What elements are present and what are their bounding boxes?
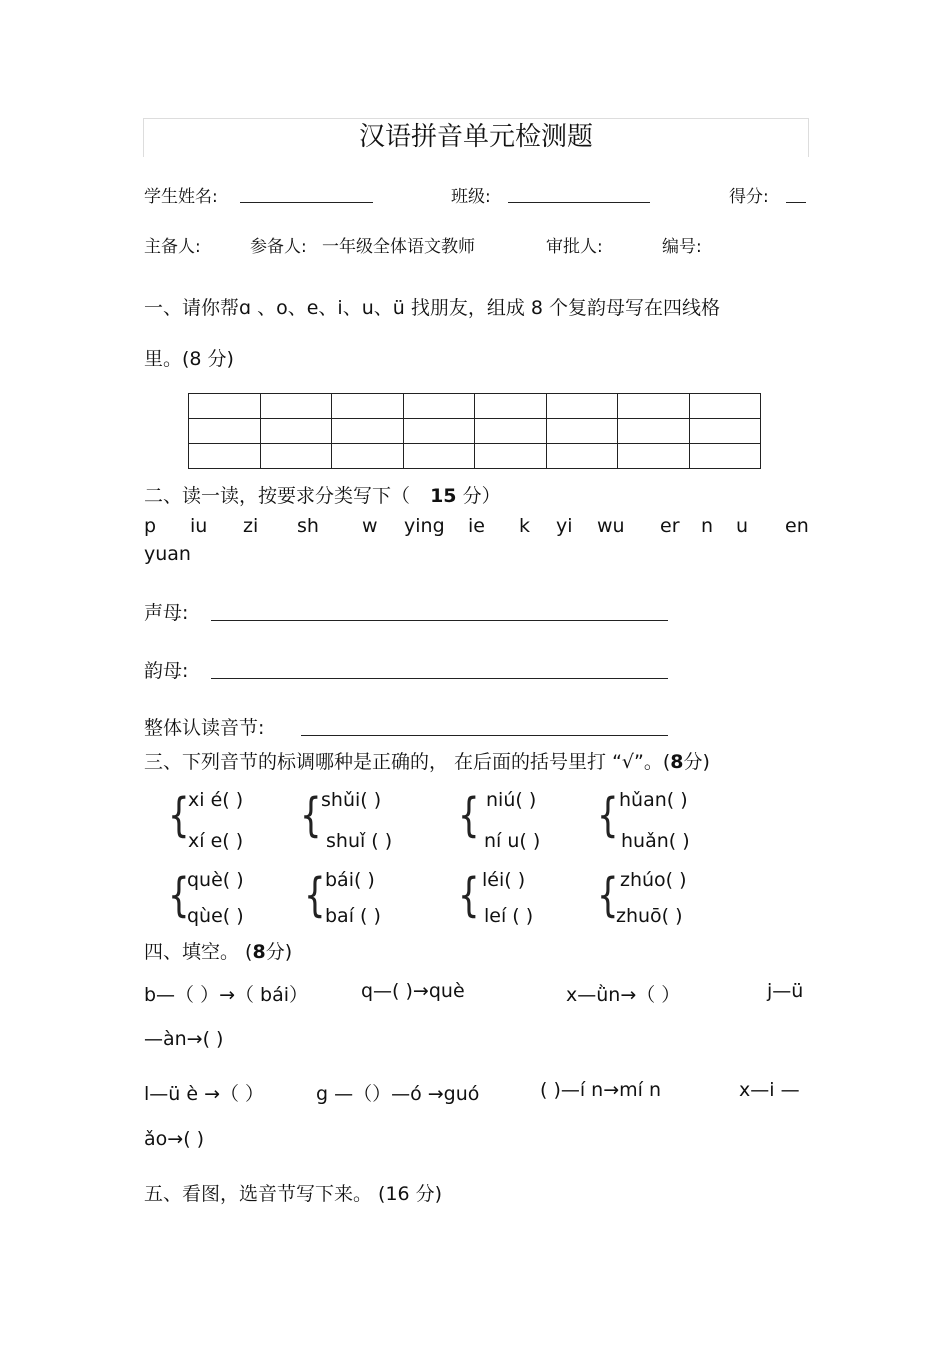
- syllable: yuan: [144, 543, 191, 565]
- tone-option[interactable]: qùe( ): [187, 905, 244, 927]
- class-label: 班级:: [451, 187, 491, 207]
- syllable: u: [736, 515, 749, 537]
- syllable: k: [519, 515, 531, 537]
- syllable: ying: [404, 515, 445, 537]
- brace-icon: {: [304, 868, 326, 923]
- brace-icon: {: [597, 788, 619, 843]
- q4-heading-prefix: 四、填空。 (: [144, 941, 253, 963]
- syllable: w: [362, 515, 378, 537]
- tone-option[interactable]: ní u( ): [484, 830, 541, 852]
- fill-item[interactable]: ( )—í n→mí n: [540, 1079, 662, 1101]
- q2-heading-suffix: 分）: [462, 485, 501, 507]
- tone-option[interactable]: léi( ): [482, 869, 526, 891]
- score-field[interactable]: [786, 186, 806, 203]
- finals-label: 韵母:: [144, 660, 189, 682]
- tone-option[interactable]: zhuō( ): [616, 905, 683, 927]
- brace-icon: {: [300, 788, 322, 843]
- q4-heading-score: 8: [252, 941, 266, 963]
- q2-heading-prefix: 二、读一读，按要求分类写下（: [144, 485, 411, 507]
- syllable: yi: [556, 515, 573, 537]
- syllable: en: [785, 515, 809, 537]
- q1-line1: 一、请你帮ɑ 、o、e、i、u、ü 找朋友，组成 8 个复韵母写在四线格: [144, 297, 720, 319]
- student-name-label: 学生姓名:: [144, 187, 218, 207]
- grid-row: [189, 444, 761, 469]
- tone-option[interactable]: què( ): [187, 869, 244, 891]
- tone-option[interactable]: huǎn( ): [621, 830, 690, 852]
- q1-line2: 里。(8 分): [144, 348, 234, 370]
- participants-label: 参备人:: [250, 237, 307, 257]
- syllable: iu: [190, 515, 208, 537]
- syllable: ie: [468, 515, 485, 537]
- participants-value: 一年级全体语文教师: [322, 237, 475, 257]
- q3-heading-prefix: 三、下列音节的标调哪种是正确的， 在后面的括号里打 “√”。(: [144, 751, 671, 773]
- tone-option[interactable]: hǔan( ): [619, 789, 688, 811]
- tone-option[interactable]: bái( ): [325, 869, 375, 891]
- brace-icon: {: [168, 868, 190, 923]
- fill-item[interactable]: x—i —: [739, 1079, 800, 1101]
- approver-label: 审批人:: [546, 237, 603, 257]
- syllable: wu: [597, 515, 625, 537]
- fill-item[interactable]: q—( )→què: [361, 980, 465, 1002]
- q3-heading-suffix: 分): [683, 751, 710, 773]
- number-label: 编号:: [662, 237, 702, 257]
- fill-item[interactable]: l—ü è →（ ）: [144, 1083, 265, 1105]
- whole-syllables-answer-line[interactable]: [301, 719, 668, 736]
- tone-option[interactable]: niú( ): [486, 789, 537, 811]
- tone-option[interactable]: xí e( ): [188, 830, 244, 852]
- syllable: zi: [243, 515, 259, 537]
- syllable: p: [144, 515, 157, 537]
- syllable: er: [660, 515, 680, 537]
- tone-option[interactable]: shǔi( ): [321, 789, 382, 811]
- tone-option[interactable]: leí ( ): [484, 905, 534, 927]
- q3-heading-score: 8: [670, 751, 684, 773]
- initials-answer-line[interactable]: [211, 604, 668, 621]
- syllable: sh: [297, 515, 319, 537]
- q2-heading: [144, 481, 501, 508]
- q2-heading-score: 15: [430, 485, 457, 507]
- score-label: 得分:: [729, 187, 769, 207]
- tone-option[interactable]: shuǐ ( ): [326, 830, 393, 852]
- q4-heading-suffix: 分): [265, 941, 293, 963]
- brace-icon: {: [458, 868, 480, 923]
- fill-item[interactable]: j—ü: [767, 980, 804, 1002]
- tone-option[interactable]: xi é( ): [188, 789, 244, 811]
- whole-syllables-label: 整体认读音节:: [144, 717, 265, 739]
- student-name-field[interactable]: [240, 186, 373, 203]
- q4-heading: [144, 937, 292, 964]
- fill-item[interactable]: b—（ ）→（ bái）: [144, 984, 309, 1006]
- q5-heading: 五、看图，选音节写下来。 (16 分): [144, 1183, 443, 1205]
- finals-answer-line[interactable]: [211, 662, 668, 679]
- grid-row: [189, 419, 761, 444]
- preparer-label: 主备人:: [144, 237, 201, 257]
- fill-item[interactable]: —àn→( ): [144, 1028, 224, 1050]
- fill-item[interactable]: x—ǜn→（ ）: [566, 984, 681, 1006]
- tone-option[interactable]: zhúo( ): [620, 869, 687, 891]
- brace-icon: {: [597, 868, 619, 923]
- grid-row: [189, 394, 761, 419]
- q3-heading: [144, 747, 710, 774]
- tone-option[interactable]: baí ( ): [325, 905, 381, 927]
- writing-grid: [188, 393, 761, 469]
- fill-item[interactable]: g —（）—ó →guó: [316, 1083, 480, 1105]
- fill-item[interactable]: ǎo→( ): [144, 1128, 205, 1150]
- brace-icon: {: [458, 788, 480, 843]
- syllable: n: [701, 515, 714, 537]
- class-field[interactable]: [508, 186, 650, 203]
- brace-icon: {: [168, 788, 190, 843]
- initials-label: 声母:: [144, 602, 189, 624]
- title-box: [143, 118, 809, 157]
- page-title: 汉语拼音单元检测题: [358, 122, 593, 152]
